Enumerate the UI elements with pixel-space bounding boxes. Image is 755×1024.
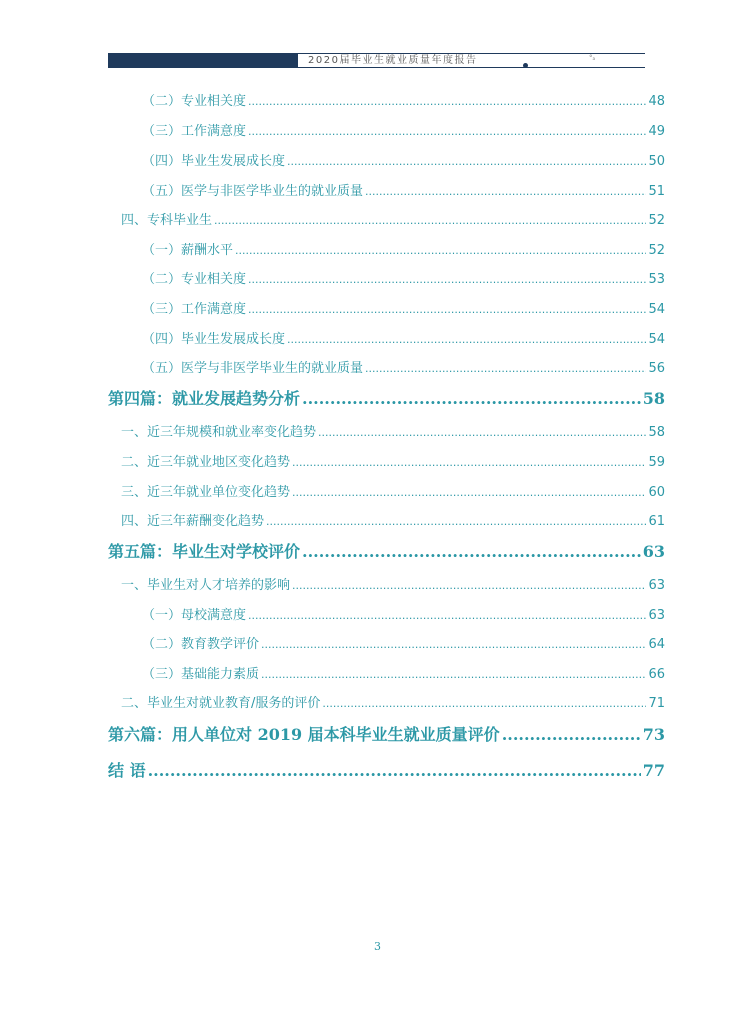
toc-entry-page: 53: [648, 272, 665, 287]
toc-part-page: 58: [642, 389, 665, 408]
toc-entry[interactable]: [142, 357, 665, 377]
toc-leader: [292, 579, 646, 592]
toc-entry-label: （五）医学与非医学毕业生的就业质量: [142, 184, 364, 199]
toc-entry-page: 50: [648, 154, 665, 169]
toc-entry-label: （三）基础能力素质: [142, 667, 260, 682]
toc-entry-page: 63: [648, 578, 665, 593]
toc-entry-page: 60: [648, 485, 665, 500]
toc-entry[interactable]: [142, 180, 665, 200]
toc-leader: [248, 95, 646, 108]
toc-entry[interactable]: [142, 298, 665, 318]
toc-leader: [302, 389, 641, 408]
toc-entry[interactable]: [142, 150, 665, 170]
toc-leader: [148, 761, 641, 780]
toc-leader: [287, 155, 646, 168]
toc-part-page: 63: [642, 542, 665, 561]
toc-part-page: 73: [642, 725, 665, 744]
toc-leader: [365, 185, 646, 198]
toc-leader: [322, 697, 646, 710]
toc-entry-label: （三）工作满意度: [142, 302, 247, 317]
toc-entry-page: 54: [648, 302, 665, 317]
toc-entry-label: 二、毕业生对就业教育/服务的评价: [121, 696, 321, 711]
toc-entry-label: （二）专业相关度: [142, 94, 247, 109]
toc-entry-label: 四、近三年薪酬变化趋势: [121, 514, 265, 529]
toc-part-label: 结 语: [108, 761, 146, 780]
toc-leader: [502, 725, 641, 744]
toc-entry[interactable]: [142, 633, 665, 653]
toc-entry-page: 58: [648, 425, 665, 440]
toc-entry-page: 61: [648, 514, 665, 529]
toc-entry[interactable]: [142, 239, 665, 259]
toc-leader: [248, 273, 646, 286]
toc-leader: [266, 515, 646, 528]
toc-leader: [261, 638, 646, 651]
toc-entry[interactable]: [121, 421, 665, 441]
toc-entry-page: 71: [648, 696, 665, 711]
toc-entry-page: 54: [648, 332, 665, 347]
toc-entry-label: （三）工作满意度: [142, 124, 247, 139]
toc-entry[interactable]: [121, 209, 665, 229]
toc-leader: [248, 609, 646, 622]
header-dot: [523, 63, 528, 68]
toc-leader: [318, 426, 646, 439]
toc-entry-label: （五）医学与非医学毕业生的就业质量: [142, 361, 364, 376]
header-bar: [108, 53, 645, 68]
toc-part-heading[interactable]: [108, 758, 665, 782]
report-title: 2020届毕业生就业质量年度报告: [308, 55, 478, 66]
toc-entry-page: 64: [648, 637, 665, 652]
toc-entry[interactable]: [121, 574, 665, 594]
toc-entry-label: （二）教育教学评价: [142, 637, 260, 652]
toc-entry-page: 48: [648, 94, 665, 109]
toc-entry-page: 66: [648, 667, 665, 682]
header-dark-block: [108, 53, 298, 68]
toc-entry-label: （一）母校满意度: [142, 608, 247, 623]
toc-entry-page: 63: [648, 608, 665, 623]
toc-entry[interactable]: [142, 120, 665, 140]
page-number: 3: [374, 940, 381, 953]
toc-entry-label: （一）薪酬水平: [142, 243, 234, 258]
toc-entry-label: （四）毕业生发展成长度: [142, 154, 286, 169]
toc-part-label: 第六篇：用人单位对 2019 届本科毕业生就业质量评价: [108, 725, 500, 744]
toc-entry[interactable]: [121, 510, 665, 530]
toc-entry-label: 一、毕业生对人才培养的影响: [121, 578, 291, 593]
toc-entry[interactable]: [121, 451, 665, 471]
toc-entry-label: （二）专业相关度: [142, 272, 247, 287]
toc-entry[interactable]: [142, 90, 665, 110]
toc-entry-page: 51: [648, 184, 665, 199]
toc-leader: [302, 542, 641, 561]
toc-leader: [261, 668, 646, 681]
toc-entry-label: 二、近三年就业地区变化趋势: [121, 455, 291, 470]
toc-part-heading[interactable]: [108, 539, 665, 563]
toc-entry[interactable]: [121, 692, 665, 712]
toc-entry-page: 56: [648, 361, 665, 376]
toc-leader: [292, 456, 646, 469]
toc-leader: [248, 125, 646, 138]
toc-leader: [365, 362, 646, 375]
toc-entry[interactable]: [142, 604, 665, 624]
header-mark: °ₐ: [589, 54, 596, 62]
toc-entry[interactable]: [142, 268, 665, 288]
toc-entry-page: 49: [648, 124, 665, 139]
toc-leader: [214, 214, 646, 227]
toc-entry-label: （四）毕业生发展成长度: [142, 332, 286, 347]
toc-entry[interactable]: [121, 481, 665, 501]
toc-entry-label: 四、专科毕业生: [121, 213, 213, 228]
toc-leader: [235, 244, 646, 257]
toc-part-label: 第四篇：就业发展趋势分析: [108, 389, 301, 408]
toc-leader: [248, 303, 646, 316]
toc-leader: [292, 486, 646, 499]
toc-part-heading[interactable]: [108, 722, 665, 746]
toc-part-label: 第五篇：毕业生对学校评价: [108, 542, 301, 561]
toc-entry-page: 52: [648, 213, 665, 228]
toc-part-heading[interactable]: [108, 386, 665, 410]
toc-entry-label: 一、近三年规模和就业率变化趋势: [121, 425, 317, 440]
toc-entry-page: 59: [648, 455, 665, 470]
toc-entry[interactable]: [142, 663, 665, 683]
toc-entry-label: 三、近三年就业单位变化趋势: [121, 485, 291, 500]
toc-entry[interactable]: [142, 328, 665, 348]
toc-leader: [287, 333, 646, 346]
toc-entry-page: 52: [648, 243, 665, 258]
toc-part-page: 77: [642, 761, 665, 780]
